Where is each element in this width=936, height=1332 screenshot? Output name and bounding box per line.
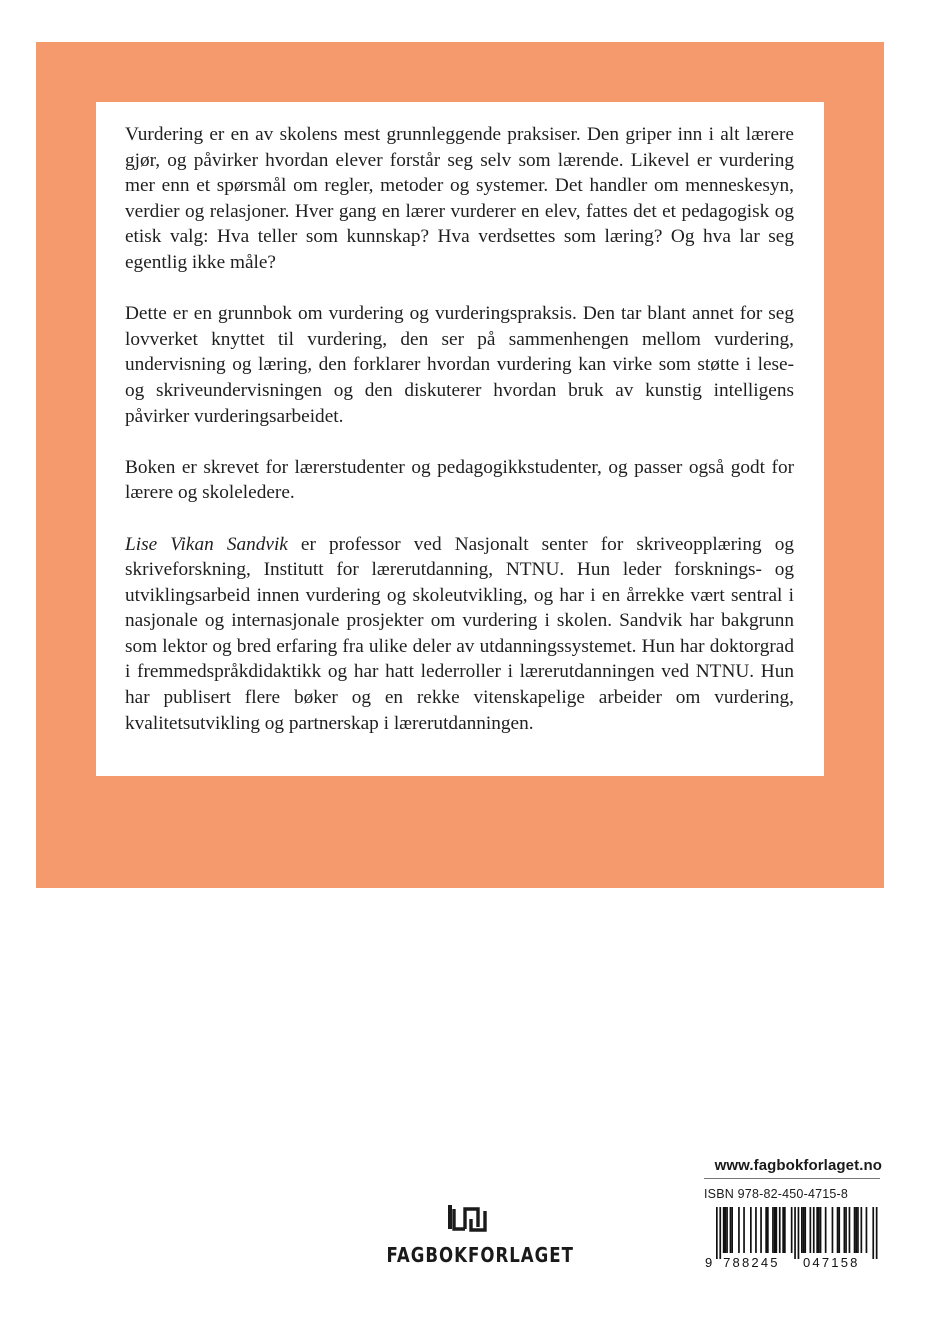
barcode-bar	[857, 1207, 859, 1253]
barcode-bar	[750, 1207, 752, 1253]
barcode-bar	[813, 1207, 815, 1253]
barcode-bar	[731, 1207, 733, 1253]
barcode-bar	[743, 1207, 745, 1253]
barcode-bar	[844, 1207, 846, 1253]
barcode-bar	[804, 1207, 806, 1253]
barcode-bar	[782, 1207, 784, 1253]
back-cover-text-box	[96, 102, 824, 776]
isbn-block	[704, 1178, 880, 1271]
barcode-bar	[849, 1207, 851, 1253]
author-name: Lise Vikan Sandvik	[125, 533, 288, 555]
barcode-bar	[801, 1207, 803, 1253]
barcode-bar	[755, 1207, 757, 1253]
barcode-bar	[818, 1207, 820, 1253]
barcode-bar	[774, 1207, 776, 1253]
isbn-label: ISBN 978-82-450-4715-8	[704, 1187, 849, 1201]
description-paragraph-2: Dette er en grunnbok om vurdering og vurderingspraksis. Den tar blant annet for seg lovverket knyttet til vurdering, den ser på sammenhengen mellom vurdering, undervisning og læring, den forklarer hvordan vurdering kan virke som støtte i lese- og skriveundervisningen og den diskuterer hvordan bruk av kunstig intelligens påvirker vurderingsarbeidet.	[125, 303, 794, 427]
barcode-bar	[765, 1207, 767, 1253]
barcode-bar	[726, 1207, 728, 1253]
barcode-bar	[876, 1207, 878, 1259]
barcode-bar	[854, 1207, 856, 1253]
barcode-bar	[723, 1207, 725, 1253]
publisher-name: FAGBOKFORLAGET	[386, 1243, 574, 1267]
barcode-bar	[798, 1207, 800, 1259]
barcode-digits: 047158	[803, 1255, 860, 1269]
barcode-bar	[779, 1207, 781, 1253]
author-bio-paragraph	[125, 532, 794, 737]
barcode-bar	[832, 1207, 834, 1253]
isbn-barcode	[704, 1207, 880, 1269]
barcode-bar	[855, 1207, 857, 1253]
fagbokforlaget-logo-icon	[445, 1203, 489, 1233]
barcode-bar	[866, 1207, 868, 1253]
description-paragraph-1: Vurdering er en av skolens mest grunnleggende praksiser. Den griper inn i alt lærere gjør, og påvirker hvordan elever forstår seg selv som lærende. Likevel er vurdering mer enn et spørsmål om regler, metoder og systemer. Det handler om menneskesyn, verdier og relasjoner. Hver gang en lærer vurderer en elev, fattes det et pedagogisk og etisk valg: Hva teller som kunnskap? Hva verdsettes som læring? Og hva lar seg egentlig ikke måle?	[125, 124, 794, 273]
barcode-bar	[791, 1207, 793, 1253]
barcode-bar	[784, 1207, 786, 1253]
barcode-bar	[719, 1207, 721, 1259]
description-paragraph-3: Boken er skrevet for lærerstudenter og pedagogikkstudenter, og passer også godt for lærere og skoleledere.	[125, 456, 794, 504]
barcode-digits: 9	[705, 1255, 715, 1269]
author-bio-text: er professor ved Nasjonalt senter for skriveopplæring og skriveforskning, Institutt for lærerutdanning, NTNU. Hun leder forsknings- og utviklingsarbeid innen vurdering og skoleutvikling, og har i en årrekke vært sentral i nasjonale og internasjonale prosjekter om vurdering i skolen. Sandvik har bakgrunn som lektor og bred erfaring fra ulike deler av utdanningssystemet. Hun har doktorgrad i fremmedspråkdidaktikk og har hatt lederroller i lærerutdanningen ved NTNU. Hun har publisert flere bøker og en rekke vitenskapelige arbeider om vurdering, kvalitetsutvikling og partnerskap i lærerutdanningen.	[125, 533, 794, 734]
barcode-bar	[816, 1207, 818, 1253]
barcode-bar	[810, 1207, 812, 1253]
barcode-bar	[845, 1207, 847, 1253]
barcode-bar	[772, 1207, 774, 1253]
publisher-website: www.fagbokforlaget.no	[714, 1157, 882, 1174]
barcode-bar	[837, 1207, 839, 1253]
barcode-bar	[861, 1207, 863, 1253]
barcode-bar	[838, 1207, 840, 1253]
barcode-bar	[738, 1207, 740, 1253]
barcode-bar	[872, 1207, 874, 1259]
barcode-bar	[794, 1207, 796, 1259]
barcode-bar	[760, 1207, 762, 1253]
barcode-bar	[825, 1207, 827, 1253]
barcode-bar	[730, 1207, 732, 1253]
publisher-logo	[370, 1203, 574, 1273]
barcode-bar	[820, 1207, 822, 1253]
barcode-bar	[803, 1207, 805, 1253]
barcode-bar	[716, 1207, 718, 1259]
barcode-bar	[767, 1207, 769, 1253]
barcode-bar	[725, 1207, 727, 1253]
barcode-digits: 788245	[723, 1255, 780, 1269]
barcode-bar	[776, 1207, 778, 1253]
